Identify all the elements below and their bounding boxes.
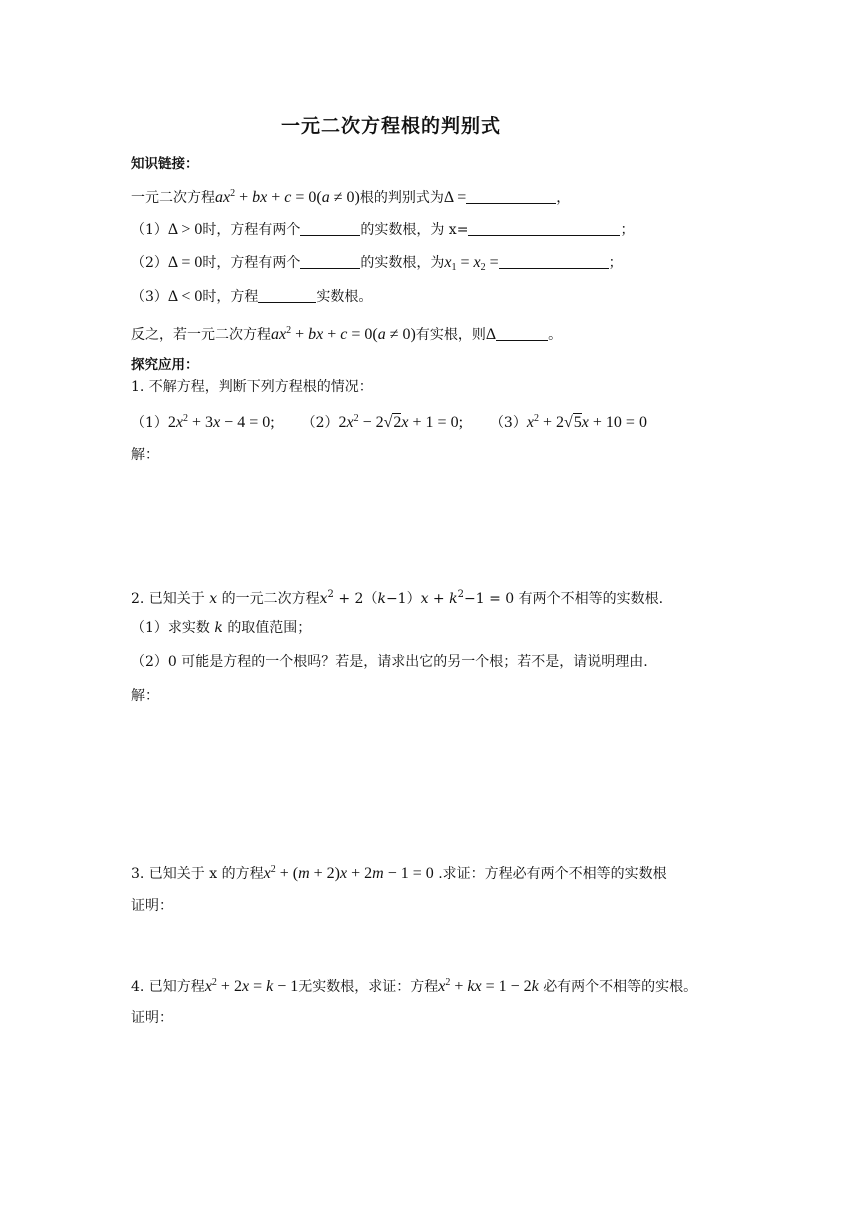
question-1-stem: 1. 不解方程，判断下列方程根的情况： bbox=[131, 379, 373, 395]
question-2-answer-label: 解： bbox=[131, 688, 159, 704]
question-2-part-2: （2）0 可能是方程的一个根吗？若是，请求出它的另一个根；若不是，请说明理由. bbox=[131, 654, 648, 670]
page-title: 一元二次方程根的判别式 bbox=[281, 115, 502, 137]
question-4-proof-label: 证明： bbox=[131, 1010, 173, 1026]
question-3-proof-label: 证明： bbox=[131, 898, 173, 914]
knowledge-heading: 知识链接： bbox=[131, 156, 199, 172]
converse-line: 反之，若一元二次方程$ax^2$ + bx + c = 0(a ≠ 0)有实根，则Δ 。 bbox=[131, 325, 563, 343]
question-2-stem: 2. 已知关于 x 的一元二次方程$x^2 + 2(k-1)x + k^2-1 = 0$ 有两个不相等的实数根. bbox=[131, 589, 664, 607]
case-1: （1）Δ > 0时，方程有两个 的实数根，为 x= ； bbox=[131, 221, 635, 238]
question-4-stem: 4. 已知方程$x^2 + 2x = k - 1$无实数根，求证：方程$x^2$ + kx = 1 − 2k 必有两个不相等的实根。 bbox=[131, 977, 698, 995]
case-2: （2）Δ = 0时，方程有两个 的实数根，为$x_1 = x_2$ = ； bbox=[131, 254, 623, 273]
question-1-answer-label: 解： bbox=[131, 447, 159, 463]
question-3-stem: 3. 已知关于 x 的方程$x^2 + (m + 2)x + 2m - 1 = 0$ .求证：方程必有两个不相等的实数根 bbox=[131, 864, 667, 882]
case-3: （3）Δ < 0时，方程 实数根。 bbox=[131, 288, 373, 305]
question-1-items: $(1)2x^2 + 3x - 4 = 0$; $(2)2x^2 - 2√2x + 1 = 0$; $(3)x^2 + 2√5x + 10 = 0$ bbox=[131, 413, 647, 431]
question-2-part-1: （1）求实数 k 的取值范围； bbox=[131, 620, 312, 636]
explore-heading: 探究应用： bbox=[131, 357, 199, 373]
knowledge-line-0: 一元二次方程$ax^2$ + bx + c = 0(a ≠ 0)根的判别式为Δ = ， bbox=[131, 188, 571, 206]
